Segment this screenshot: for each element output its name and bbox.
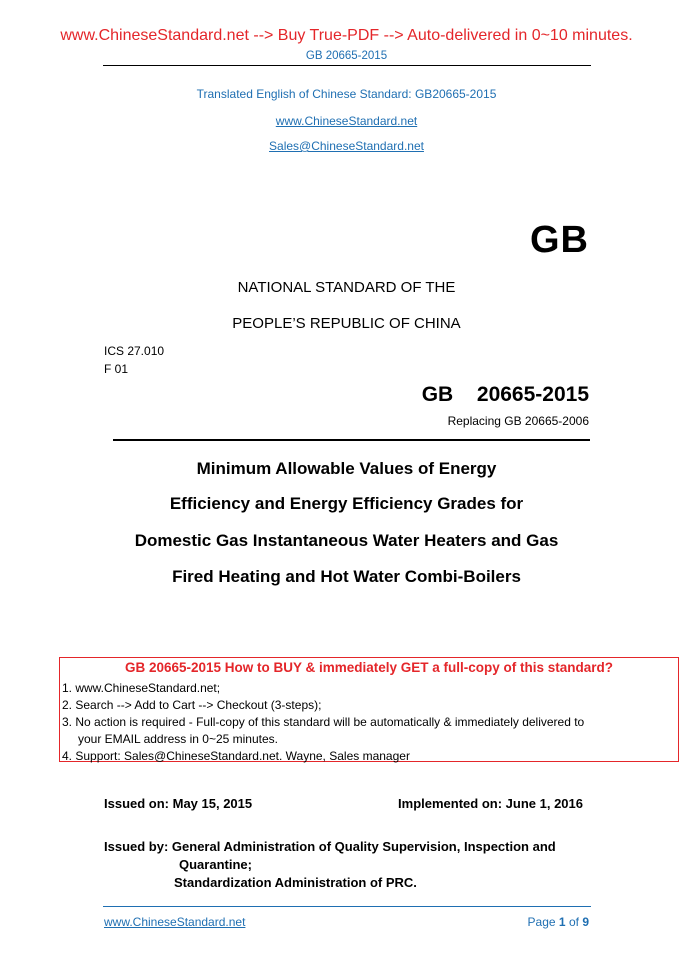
purchase-step: 4. Support: Sales@ChineseStandard.net. Wayne, Sales manager: [62, 749, 410, 763]
purchase-info-box: [59, 657, 679, 762]
purchase-heading: GB 20665-2015 How to BUY & immediately GET a full-copy of this standard?: [124, 660, 614, 675]
national-standard-line2: PEOPLE’S REPUBLIC OF CHINA: [232, 315, 461, 332]
page-total: 9: [582, 915, 589, 929]
issuing-authority-line3: Standardization Administration of PRC.: [174, 875, 417, 890]
page-indicator: [528, 915, 589, 929]
ics-code: ICS 27.010: [104, 344, 165, 358]
purchase-steps-list: [62, 680, 676, 765]
page-label: Page: [527, 915, 556, 929]
issuing-authority-line2: Quarantine;: [179, 857, 252, 872]
email-link[interactable]: Sales@ChineseStandard.net: [269, 139, 424, 153]
document-title-line-4: Fired Heating and Hot Water Combi-Boilers: [172, 567, 521, 586]
purchase-step[interactable]: 1. www.ChineseStandard.net;: [62, 681, 221, 695]
replacing-note: Replacing GB 20665-2006: [447, 414, 589, 428]
footer-website-link[interactable]: www.ChineseStandard.net: [104, 915, 246, 929]
footer-divider: [103, 906, 591, 907]
issued-on-date: Issued on: May 15, 2015: [104, 796, 253, 811]
issuing-authority-line1: Issued by: General Administration of Quality Supervision, Inspection and: [104, 839, 556, 854]
page-of: of: [568, 915, 579, 929]
page-current: 1: [558, 915, 566, 929]
standard-number: GB 20665-2015: [421, 383, 589, 406]
purchase-step: 3. No action is required - Full-copy of this standard will be automatically & immediately delivered to: [62, 715, 585, 729]
title-divider: [113, 439, 590, 441]
top-banner[interactable]: www.ChineseStandard.net --> Buy True-PDF --> Auto-delivered in 0~10 minutes.: [60, 27, 633, 44]
header-standard-code: GB 20665-2015: [305, 50, 388, 62]
issuing-authority: [104, 838, 556, 892]
national-standard-line1: NATIONAL STANDARD OF THE: [237, 279, 456, 296]
classification-codes: [104, 342, 164, 378]
implemented-on-date: Implemented on: June 1, 2016: [398, 796, 583, 811]
translation-title: Translated English of Chinese Standard: GB20665-2015: [196, 87, 497, 101]
website-link[interactable]: www.ChineseStandard.net: [275, 114, 418, 128]
document-title-line-3: Domestic Gas Instantaneous Water Heaters and Gas: [134, 531, 559, 550]
email-link-container: [0, 137, 693, 155]
footer-website-container: [104, 915, 245, 929]
document-title-line-2: Efficiency and Energy Efficiency Grades for: [169, 494, 524, 513]
ccs-code: F 01: [104, 362, 129, 376]
document-title-line-1: Minimum Allowable Values of Energy: [196, 459, 497, 478]
purchase-step: 2. Search --> Add to Cart --> Checkout (3-steps);: [62, 698, 322, 712]
header-divider: [103, 65, 591, 66]
purchase-step-continuation: your EMAIL address in 0~25 minutes.: [78, 732, 278, 746]
gb-mark: GB: [530, 219, 589, 261]
website-link-container: [0, 112, 693, 130]
